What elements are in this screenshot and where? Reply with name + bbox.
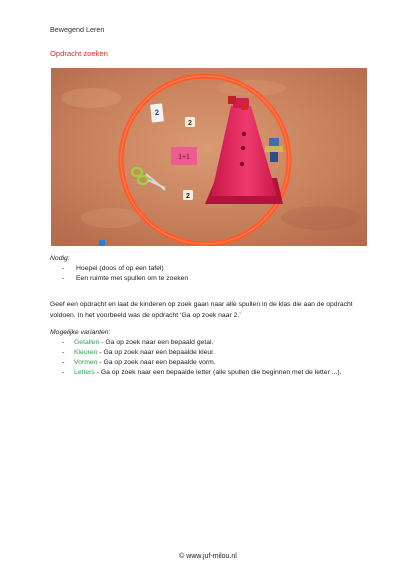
variant-kleuren xyxy=(62,348,342,358)
activity-photo xyxy=(51,68,367,246)
variant-getallen xyxy=(62,338,342,348)
variant-keyword: Letters xyxy=(74,369,95,376)
die-bottom xyxy=(183,190,193,200)
section-title: Opdracht zoeken xyxy=(50,49,108,58)
document-header: Bewegend Leren xyxy=(50,25,105,34)
variant-keyword: Getallen xyxy=(74,339,100,346)
variant-vormen xyxy=(62,358,342,368)
paragraph-line-1: Geef een opdracht en laat de kinderen op zoek gaan naar alle spullen in de klas die aan de opdracht xyxy=(50,301,353,308)
svg-text:2: 2 xyxy=(186,193,190,200)
paragraph-line-2: voldoen. In het voorbeeld was de opdracht ‘Ga op zoek naar 2.’ xyxy=(50,311,241,319)
list-item: - Een ruimte met spullen om te zoeken xyxy=(62,274,188,284)
nodig-list xyxy=(62,264,188,284)
sum-card xyxy=(171,147,197,165)
variant-text: - Ga op zoek naar een bepaalde kleur. xyxy=(97,349,215,356)
varianten-list xyxy=(62,338,342,378)
list-item: - Hoepel (doos of op een tafel) xyxy=(62,264,188,274)
number-card xyxy=(150,103,164,122)
instruction-paragraph xyxy=(50,300,370,321)
nodig-label: Nodig: xyxy=(50,255,70,262)
variant-keyword: Vormen xyxy=(74,359,98,366)
footer-copyright: © www.juf-milou.nl xyxy=(179,553,237,560)
variant-text: - Ga op zoek naar een bepaalde letter (alle spullen die beginnen met de letter ...). xyxy=(94,369,342,376)
block-1 xyxy=(228,96,236,104)
varianten-label: Mogelijke varianten: xyxy=(50,329,111,336)
block-2 xyxy=(241,102,248,110)
variant-keyword: Kleuren xyxy=(74,349,98,356)
variant-text: - Ga op zoek naar een bepaalde vorm. xyxy=(97,359,216,366)
die-left xyxy=(185,117,195,127)
variant-text: - Ga op zoek naar een bepaald getal. xyxy=(99,339,214,346)
svg-text:2: 2 xyxy=(154,107,160,118)
svg-text:2: 2 xyxy=(188,120,192,127)
variant-letters xyxy=(62,368,342,378)
svg-text:1+1: 1+1 xyxy=(178,154,190,161)
